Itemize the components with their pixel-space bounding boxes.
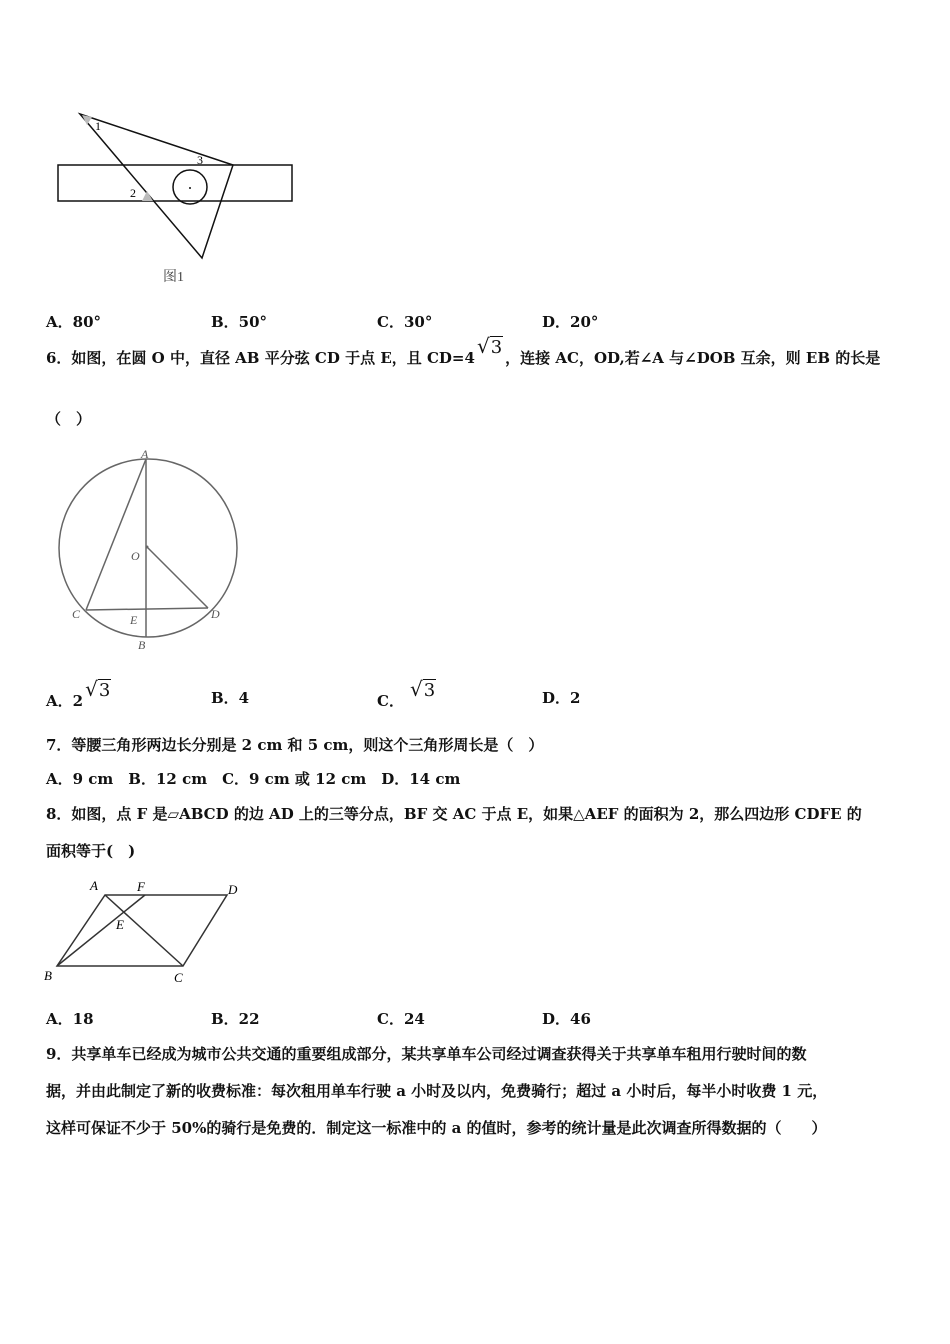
triangle <box>80 114 233 258</box>
label-e: E <box>116 917 124 932</box>
label-a: A <box>141 447 149 461</box>
q8-option-d: D．46 <box>542 1010 591 1028</box>
angle-1-mark <box>82 115 92 125</box>
q8-parallelogram-figure <box>40 874 250 992</box>
q9-stem-line3: 这样可保证不少于 50%的骑行是免费的．制定这一标准中的 a 的值时，参考的统计量是此次调查所得数据的（ ） <box>46 1119 827 1137</box>
q6-option-c-sqrt-arg: 3 <box>423 680 436 701</box>
q6-option-c-prefix: C． <box>377 692 404 710</box>
q6-option-a <box>46 677 111 711</box>
angle-3-label: 3 <box>197 153 203 167</box>
label-c: C <box>174 970 183 985</box>
label-b: B <box>44 968 52 983</box>
q6-stem-line2: （ ） <box>46 410 92 428</box>
q6-sqrt: √3 <box>476 334 503 358</box>
angle-2-mark <box>142 191 153 201</box>
label-a: A <box>90 878 98 893</box>
q5-option-c: C．30° <box>377 313 433 331</box>
ruler-circle-center <box>189 187 191 189</box>
segment-od <box>147 547 208 608</box>
q6-circle-figure <box>50 445 250 660</box>
q9-stem-line1: 9．共享单车已经成为城市公共交通的重要组成部分，某共享单车公司经过调查获得关于共享单车租用行驶时间的数 <box>46 1045 807 1063</box>
parallelogram-abcd <box>57 895 227 966</box>
point-o <box>146 546 149 549</box>
q7-options: A．9 cm B．12 cm C．9 cm 或 12 cm D．14 cm <box>46 770 461 788</box>
q5-option-d: D．20° <box>542 313 599 331</box>
q5-option-a: A．80° <box>46 313 102 331</box>
label-d: D <box>211 607 220 621</box>
figure-caption: 图1 <box>163 270 184 285</box>
q6-sqrt-arg: 3 <box>490 337 503 358</box>
segment-bf <box>57 895 145 966</box>
q6-stem-line1 <box>46 334 881 368</box>
q6-option-a-prefix: A．2 <box>46 692 84 710</box>
chord-cd <box>86 608 208 610</box>
q8-option-c: C．24 <box>377 1010 425 1028</box>
q6-option-c <box>377 677 436 711</box>
q8-stem-line1: 8．如图，点 F 是▱ABCD 的边 AD 上的三等分点，BF 交 AC 于点 E，如果△AEF 的面积为 2，那么四边形 CDFE 的 <box>46 805 862 823</box>
q8-stem-line2: 面积等于( ) <box>46 842 136 860</box>
q8-option-b: B．22 <box>211 1010 260 1028</box>
q9-stem-line2: 据，并由此制定了新的收费标准：每次租用单车行驶 a 小时及以内，免费骑行；超过 a 小时后，每半小时收费 1 元， <box>46 1082 828 1100</box>
label-c: C <box>72 607 81 621</box>
q6-option-c-sqrt: √3 <box>409 677 436 701</box>
q7-stem: 7．等腰三角形两边长分别是 2 cm 和 5 cm，则这个三角形周长是（ ） <box>46 736 544 754</box>
segment-ac <box>86 459 146 610</box>
q8-option-a: A．18 <box>46 1010 94 1028</box>
q6-stem-part-b: ，连接 AC，OD,若∠A 与∠DOB 互余，则 EB 的长是 <box>505 349 881 367</box>
q6-option-b: B．4 <box>211 689 250 707</box>
label-d: D <box>228 882 238 897</box>
q6-option-a-sqrt: √3 <box>85 677 111 701</box>
figure-1-triangle-ruler <box>50 105 310 290</box>
label-b: B <box>138 638 146 652</box>
label-f: F <box>137 879 145 894</box>
label-e: E <box>130 613 138 627</box>
q6-option-a-sqrt-arg: 3 <box>98 680 111 701</box>
q6-option-d: D．2 <box>542 689 581 707</box>
q6-stem-part-a: 6．如图，在圆 O 中，直径 AB 平分弦 CD 于点 E，且 CD=4 <box>46 349 475 367</box>
angle-2-label: 2 <box>130 186 136 200</box>
q5-option-b: B．50° <box>211 313 268 331</box>
angle-1-label: 1 <box>95 119 101 133</box>
label-o: O <box>131 549 140 563</box>
